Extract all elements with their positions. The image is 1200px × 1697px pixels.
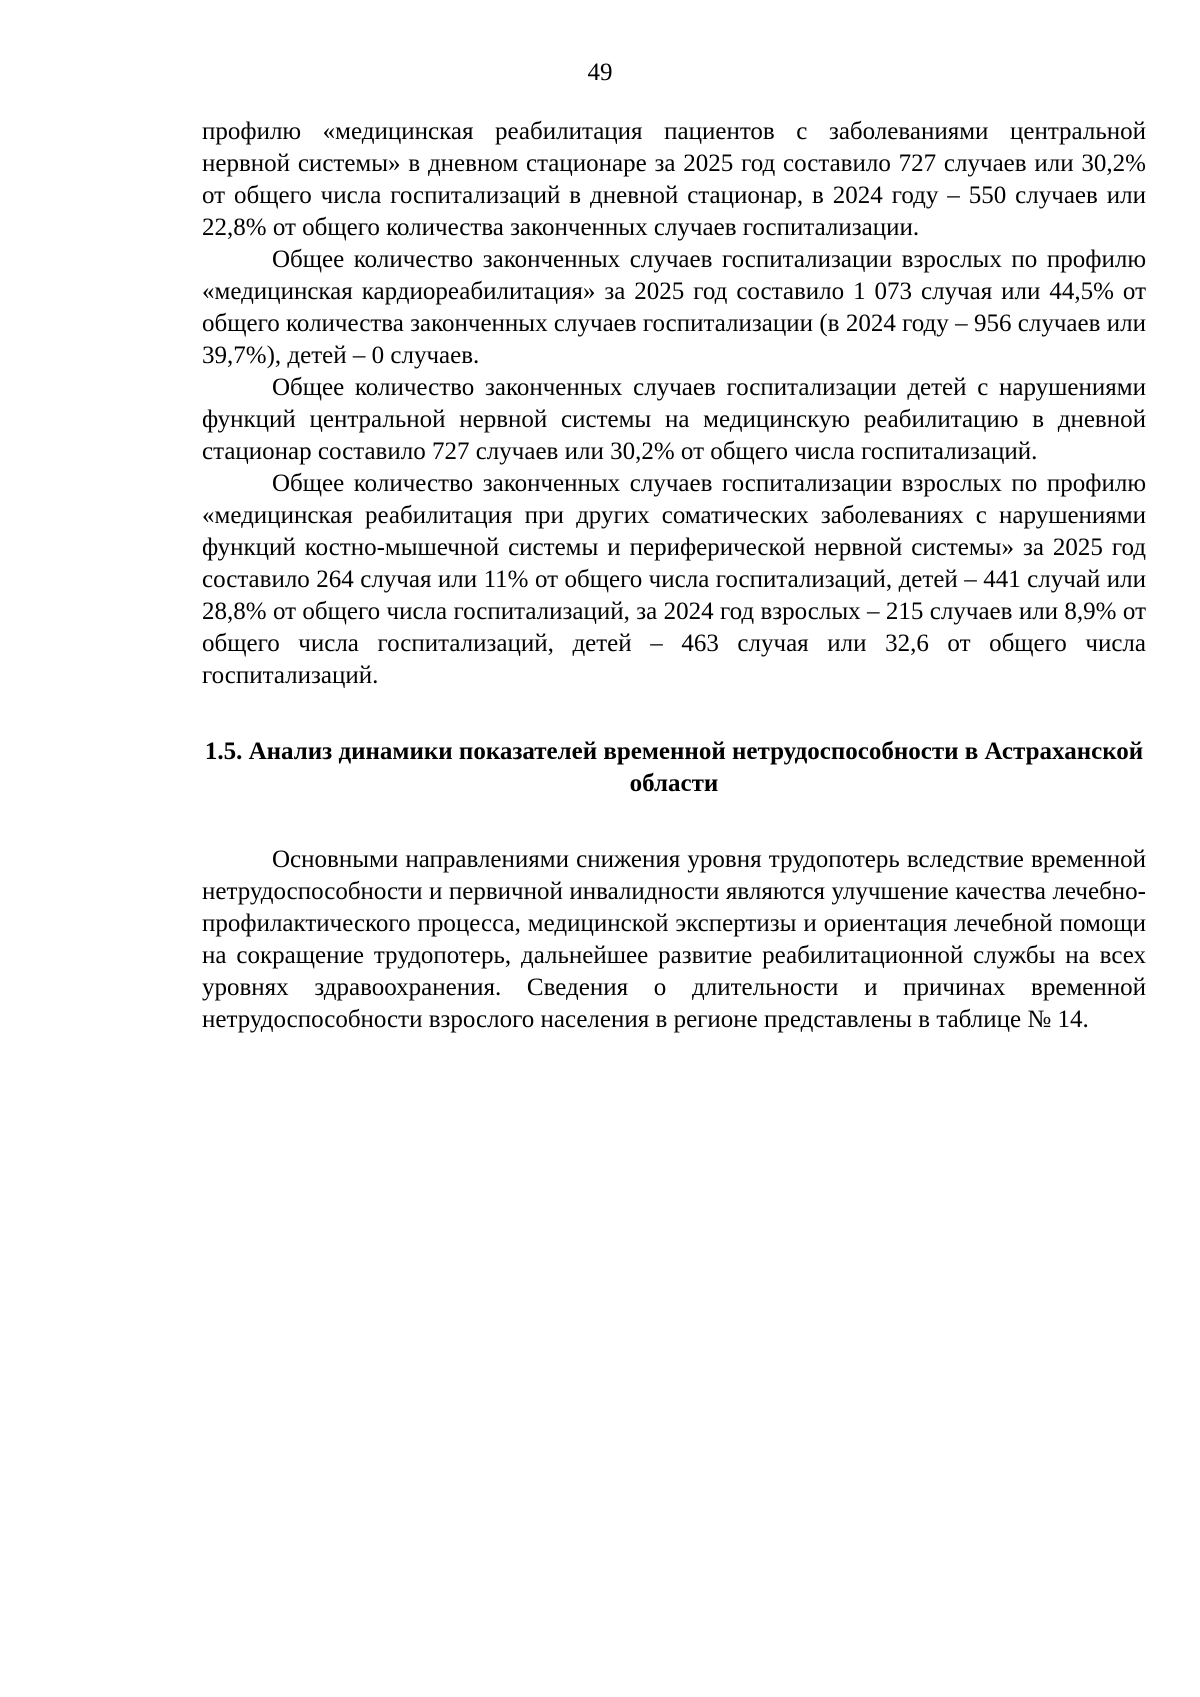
section-heading: 1.5. Анализ динамики показателей временной нетрудоспособности в Астраханской области [204, 738, 1144, 797]
paragraph-children-cns-rehab: Общее количество законченных случаев госпитализации детей с нарушениями функций центральной нервной системы на медицинскую реабилитацию в дневной стационар составило 727 случаев или 30,2% от общего числа госпитализаций. [202, 374, 1146, 465]
paragraph-disability-directions: Основными направлениями снижения уровня трудопотерь вследствие временной нетрудоспособности и первичной инвалидности являются улучшение качества лечебно-профилактического процесса, медицинской экспертизы и ориентация лечебной помощи на сокращение трудопотерь, дальнейшее развитие реабилитационной службы на всех уровнях здравоохранения. Сведения о длительности и причинах временной нетрудоспособности взрослого населения в регионе представлены в таблице № 14. [202, 846, 1146, 1033]
document-body [202, 116, 1146, 1036]
page-number: 49 [587, 59, 613, 86]
paragraph-somatic-rehab: Общее количество законченных случаев госпитализации взрослых по профилю «медицинская реабилитация при других соматических заболеваниях с нарушениями функций костно-мышечной системы и периферической нервной системы» за 2025 год составило 264 случая или 11% от общего числа госпитализаций, детей – 441 случай или 28,8% от общего числа госпитализаций, за 2024 год взрослых – 215 случаев или 8,9% от общего числа госпитализаций, детей – 463 случая или 32,6 от общего числа госпитализаций. [202, 470, 1146, 689]
paragraph-rehab-cns-day-hospital: профилю «медицинская реабилитация пациентов с заболеваниями центральной нервной системы» в дневном стационаре за 2025 год составило 727 случаев или 30,2% от общего числа госпитализаций в дневной стационар, в 2024 году – 550 случаев или 22,8% от общего количества законченных случаев госпитализации. [202, 118, 1146, 241]
paragraph-cardio-rehab: Общее количество законченных случаев госпитализации взрослых по профилю «медицинская кардиореабилитация» за 2025 год составило 1 073 случая или 44,5% от общего количества законченных случаев госпитализации (в 2024 году – 956 случаев или 39,7%), детей – 0 случаев. [202, 246, 1146, 369]
